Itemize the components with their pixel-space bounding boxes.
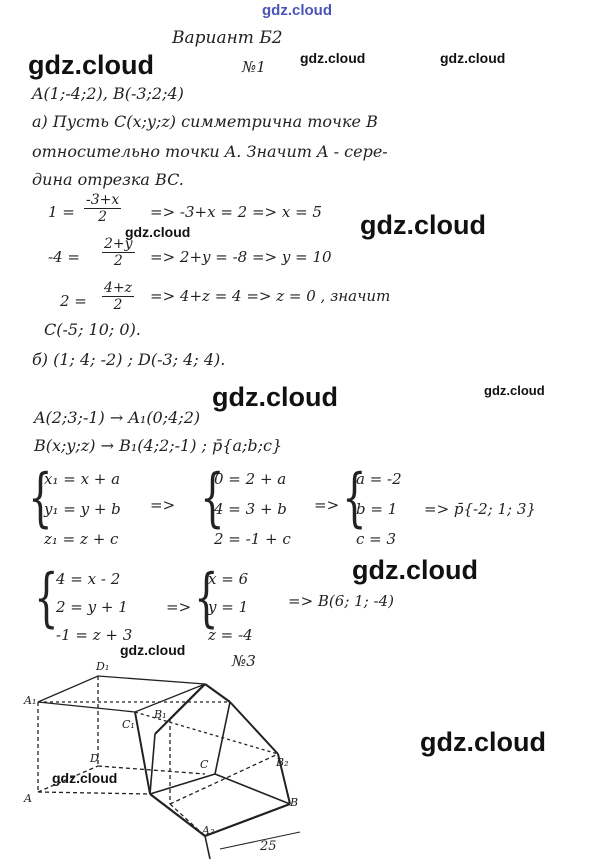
- sys2-line: 4 = 3 + b: [214, 500, 287, 518]
- edge: [205, 836, 210, 859]
- sys1-line: y₁ = y + b: [44, 500, 121, 518]
- eq1-fraction: [84, 192, 121, 225]
- sys5-line: y = 1: [208, 598, 249, 616]
- sys2-line: 2 = -1 + c: [214, 530, 291, 548]
- figure-label: C: [200, 758, 209, 771]
- edge: [215, 774, 290, 804]
- watermark: gdz.cloud: [420, 727, 546, 757]
- eq3-numerator: 4+z: [104, 280, 133, 296]
- watermark: gdz.cloud: [212, 382, 338, 412]
- task1-text-line1: а) Пусть C(x;y;z) симметрична точке B: [32, 112, 378, 131]
- eq2-lhs: -4 =: [48, 248, 80, 266]
- task2-map1: A(2;3;-1) → A₁(0;4;2): [34, 408, 201, 427]
- brace: {: [28, 461, 53, 535]
- edge: [150, 774, 215, 794]
- sys3-line: c = 3: [356, 530, 397, 548]
- eq1-lhs: 1 =: [48, 203, 75, 221]
- figure-label: A: [24, 792, 32, 805]
- watermark: gdz.cloud: [360, 210, 486, 240]
- variant-title: Вариант Б2: [172, 28, 283, 48]
- sys5-line: z = -4: [208, 626, 253, 644]
- figure-label: D: [90, 752, 99, 765]
- task1-text-line3: дина отрезка BC.: [32, 170, 184, 189]
- edge: [230, 702, 278, 754]
- brace: {: [194, 561, 219, 635]
- watermark: gdz.cloud: [120, 642, 186, 658]
- edge: [150, 734, 155, 794]
- edge: [135, 712, 150, 794]
- eq1-numerator: -3+x: [86, 192, 120, 208]
- parallelepiped-figure: [20, 654, 340, 864]
- task1-result-c: C(-5; 10; 0).: [44, 320, 141, 339]
- figure-label: B₂: [276, 756, 289, 769]
- figure-label: B: [290, 796, 299, 809]
- sys4-line: 4 = x - 2: [56, 570, 121, 588]
- sys5-line: x = 6: [208, 570, 249, 588]
- arrow: =>: [314, 496, 340, 514]
- task1-points: A(1;-4;2), B(-3;2;4): [32, 84, 184, 103]
- hidden-edge: [38, 792, 150, 794]
- eq2-rhs: => 2+y = -8 => y = 10: [150, 248, 332, 266]
- figure-label: A₁: [24, 694, 37, 707]
- sys2-line: 0 = 2 + a: [214, 470, 287, 488]
- watermark: gdz.cloud: [440, 50, 506, 66]
- arrow: =>: [150, 496, 176, 514]
- watermark: gdz.cloud: [352, 555, 478, 585]
- figure-label: C₁: [122, 718, 135, 731]
- task1-part-b: б) (1; 4; -2) ; D(-3; 4; 4).: [32, 350, 226, 369]
- edge: [205, 804, 290, 836]
- vector-result: => p̄{-2; 1; 3}: [424, 500, 536, 518]
- watermark: gdz.cloud: [300, 50, 366, 66]
- sys4-line: -1 = z + 3: [56, 626, 133, 644]
- sys3-line: a = -2: [356, 470, 402, 488]
- hidden-edge: [170, 754, 278, 804]
- eq1-rhs: => -3+x = 2 => x = 5: [150, 203, 322, 221]
- watermark-top: gdz.cloud: [262, 2, 332, 19]
- watermark: gdz.cloud: [28, 50, 154, 80]
- task2-map2: B(x;y;z) → B₁(4;2;-1) ; p̄{a;b;c}: [34, 436, 283, 455]
- task1-number: №1: [242, 58, 266, 76]
- eq2-fraction: [102, 236, 135, 269]
- task3-number: №3: [232, 652, 256, 670]
- eq3-fraction: [102, 280, 134, 313]
- eq3-denominator: 2: [113, 297, 123, 313]
- eq3-rhs: => 4+z = 4 => z = 0 , значит: [150, 287, 391, 305]
- eq3-lhs: 2 =: [60, 292, 87, 310]
- watermark: gdz.cloud: [125, 224, 191, 240]
- sys3-line: b = 1: [356, 500, 398, 518]
- sys1-line: x₁ = x + a: [44, 470, 121, 488]
- arrow: =>: [166, 598, 192, 616]
- brace: {: [342, 461, 367, 535]
- figure-label: D₁: [96, 660, 110, 673]
- figure-label: 25: [260, 839, 277, 854]
- edge: [205, 684, 230, 702]
- edge: [38, 676, 205, 702]
- eq2-denominator: 2: [113, 253, 123, 269]
- figure-label: A₂: [202, 824, 215, 837]
- hidden-edge: [38, 766, 98, 792]
- watermark: gdz.cloud: [52, 770, 118, 786]
- eq1-denominator: 2: [98, 209, 108, 225]
- watermark: gdz.cloud: [484, 383, 545, 398]
- b-result: => B(6; 1; -4): [288, 592, 394, 610]
- figure-label: B₁: [154, 708, 167, 721]
- eq2-numerator: 2+y: [104, 236, 133, 252]
- brace: {: [34, 561, 59, 635]
- brace: {: [200, 461, 225, 535]
- sys1-line: z₁ = z + c: [44, 530, 119, 548]
- task1-text-line2: относительно точки A. Значит A - сере-: [32, 142, 388, 161]
- sys4-line: 2 = y + 1: [56, 598, 128, 616]
